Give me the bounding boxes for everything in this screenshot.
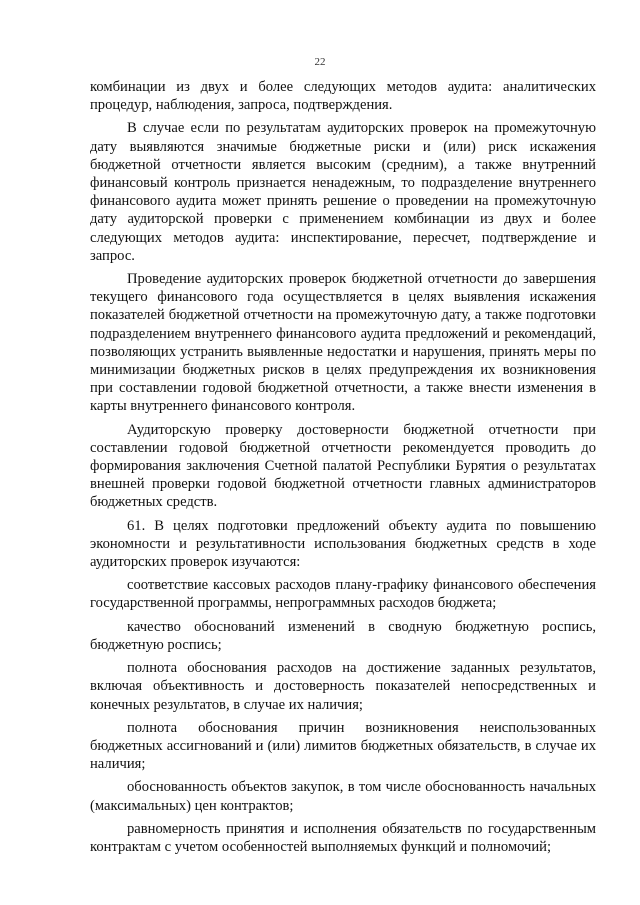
paragraph-audit-before-year-end: Проведение аудиторских проверок бюджетной отчетности до завершения текущего финансового года осуществляется в целях выявления искажения показателей бюджетной отчетности на промежуточную дату, а также подготовки подразделением внутреннего финансового аудита предложений и рекомендаций, позволяющих устранить выявленные недостатки и нарушения, принять меры по минимизации бюджетных рисков в целях предупреждения их возникновения при составлении годовой бюджетной отчетности, а также внести изменения в карты внутреннего финансового контроля. (90, 271, 596, 415)
list-item-unused-allocations: полнота обоснования причин возникновения неиспользованных бюджетных ассигнований и (или) лимитов бюджетных обязательств, в случае их наличия; (90, 719, 596, 773)
paragraph-annual-report-audit: Аудиторскую проверку достоверности бюджетной отчетности при составлении годовой бюджетной отчетности рекомендуется проводить до формирования заключения Счетной палатой Республики Бурятия о результатах внешней проверки годовой бюджетной отчетности главных администраторов бюджетных средств. (90, 421, 596, 511)
list-item-expense-justification: полнота обоснования расходов на достижение заданных результатов, включая объективность и достоверность показателей непосредственных и конечных результатов, в случае их наличия; (90, 660, 596, 713)
list-item-contract-obligations: равномерность принятия и исполнения обязательств по государственным контрактам с учетом особенностей выполняемых функций и полномочий; (90, 820, 596, 855)
list-item-cash-expenses: соответствие кассовых расходов плану-графику финансового обеспечения государственной программы, непрограммных расходов бюджета; (90, 577, 596, 612)
list-item-budget-changes: качество обоснований изменений в сводную бюджетную роспись, бюджетную роспись; (90, 618, 596, 653)
page-number: 22 (314, 56, 326, 68)
document-body (90, 78, 596, 861)
list-item-procurement-justification: обоснованность объектов закупок, в том числе обоснованность начальных (максимальных) цен контрактов; (90, 779, 596, 814)
paragraph-continuation: комбинации из двух и более следующих методов аудита: аналитических процедур, наблюдения, запроса, подтверждения. (90, 79, 596, 114)
paragraph-interim-audit-decision: В случае если по результатам аудиторских проверок на промежуточную дату выявляются значимые бюджетные риски и (или) риск искажения бюджетной отчетности является высоким (средним), а также внутренний финансовый контроль признается ненадежным, то подразделение внутреннего финансового аудита может принять решение о проведении на промежуточную дату аудиторской проверки с применением комбинации из двух и более следующих методов аудита: инспектирование, пересчет, подтверждение и запрос. (90, 120, 596, 264)
paragraph-clause-61: 61. В целях подготовки предложений объекту аудита по повышению экономности и результативности использования бюджетных средств в ходе аудиторских проверок изучаются: (90, 517, 596, 571)
